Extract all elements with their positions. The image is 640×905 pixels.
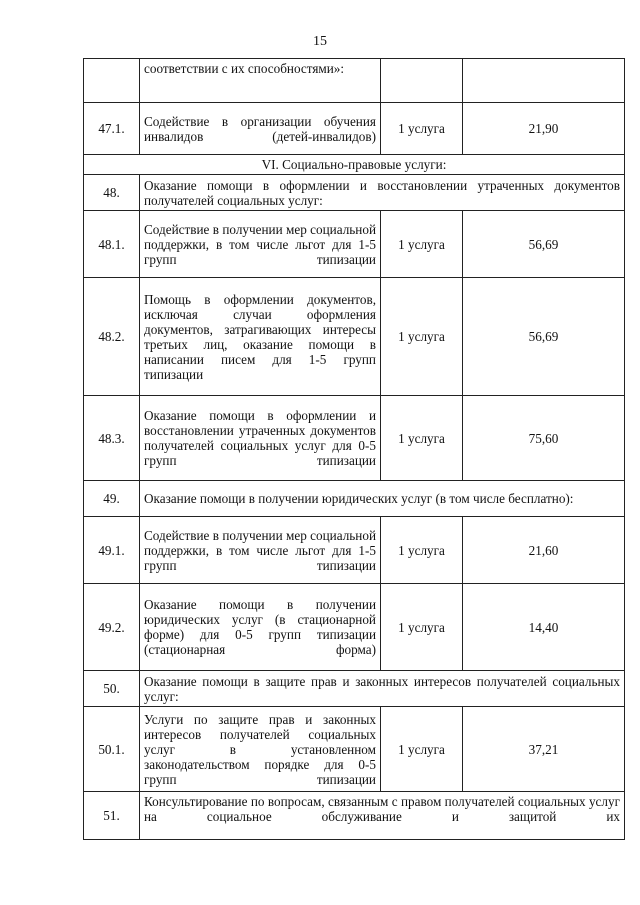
row-number: 48.1. bbox=[84, 211, 140, 278]
unit-cell bbox=[381, 59, 463, 103]
price-cell: 21,90 bbox=[463, 103, 625, 155]
unit-cell: 1 услуга bbox=[381, 103, 463, 155]
row-number: 51. bbox=[84, 792, 140, 840]
service-name: Оказание помощи в получении юридических услуг (в стационарной форме) для 0-5 групп типизации (стационарная форма) bbox=[140, 584, 381, 671]
row-number: 50.1. bbox=[84, 707, 140, 792]
row-number: 48.2. bbox=[84, 278, 140, 396]
services-tariff-table bbox=[83, 58, 625, 840]
unit-cell: 1 услуга bbox=[381, 707, 463, 792]
row-number: 47.1. bbox=[84, 103, 140, 155]
service-group-name: Оказание помощи в защите прав и законных интересов получателей социальных услуг: bbox=[140, 671, 625, 707]
price-cell: 37,21 bbox=[463, 707, 625, 792]
row-number: 49.2. bbox=[84, 584, 140, 671]
page-number: 15 bbox=[313, 34, 327, 49]
row-number bbox=[84, 59, 140, 103]
price-cell: 21,60 bbox=[463, 517, 625, 584]
table-row bbox=[84, 707, 625, 792]
row-number: 48. bbox=[84, 175, 140, 211]
table-row bbox=[84, 584, 625, 671]
row-number: 49.1. bbox=[84, 517, 140, 584]
table-row bbox=[84, 481, 625, 517]
table-row bbox=[84, 175, 625, 211]
table-row bbox=[84, 396, 625, 481]
row-number: 50. bbox=[84, 671, 140, 707]
unit-cell: 1 услуга bbox=[381, 278, 463, 396]
table-row bbox=[84, 792, 625, 840]
table-row bbox=[84, 671, 625, 707]
row-number: 49. bbox=[84, 481, 140, 517]
unit-cell: 1 услуга bbox=[381, 396, 463, 481]
price-cell: 56,69 bbox=[463, 211, 625, 278]
table-row bbox=[84, 103, 625, 155]
table-row bbox=[84, 59, 625, 103]
unit-cell: 1 услуга bbox=[381, 211, 463, 278]
service-name: Услуги по защите прав и законных интересов получателей социальных услуг в установленном законодательством порядке для 0-5 групп типизации bbox=[140, 707, 381, 792]
page-bottom-margin bbox=[0, 845, 640, 905]
service-name: Содействие в получении мер социальной поддержки, в том числе льгот для 1-5 групп типизации bbox=[140, 517, 381, 584]
service-name: Оказание помощи в оформлении и восстановлении утраченных документов получателей социальных услуг для 0-5 групп типизации bbox=[140, 396, 381, 481]
service-name: Содействие в получении мер социальной поддержки, в том числе льгот для 1-5 групп типизации bbox=[140, 211, 381, 278]
price-cell: 56,69 bbox=[463, 278, 625, 396]
unit-cell: 1 услуга bbox=[381, 517, 463, 584]
service-name: соответствии с их способностями»: bbox=[140, 59, 381, 103]
price-cell: 14,40 bbox=[463, 584, 625, 671]
price-cell bbox=[463, 59, 625, 103]
service-name: Содействие в организации обучения инвалидов (детей-инвалидов) bbox=[140, 103, 381, 155]
service-name: Помощь в оформлении документов, исключая случаи оформления документов, затрагивающих интересы третьих лиц, оказание помощи в написании писем для 1-5 групп типизации bbox=[140, 278, 381, 396]
section-title: VI. Социально-правовые услуги: bbox=[84, 155, 625, 175]
unit-cell: 1 услуга bbox=[381, 584, 463, 671]
price-cell: 75,60 bbox=[463, 396, 625, 481]
table-row bbox=[84, 278, 625, 396]
table-row bbox=[84, 211, 625, 278]
service-group-name: Оказание помощи в оформлении и восстановлении утраченных документов получателей социальных услуг: bbox=[140, 175, 625, 211]
row-number: 48.3. bbox=[84, 396, 140, 481]
service-group-name: Консультирование по вопросам, связанным с правом получателей социальных услуг на социальное обслуживание и защитой их bbox=[140, 792, 625, 840]
table-row bbox=[84, 517, 625, 584]
section-header-row bbox=[84, 155, 625, 175]
service-group-name: Оказание помощи в получении юридических услуг (в том числе бесплатно): bbox=[140, 481, 625, 517]
